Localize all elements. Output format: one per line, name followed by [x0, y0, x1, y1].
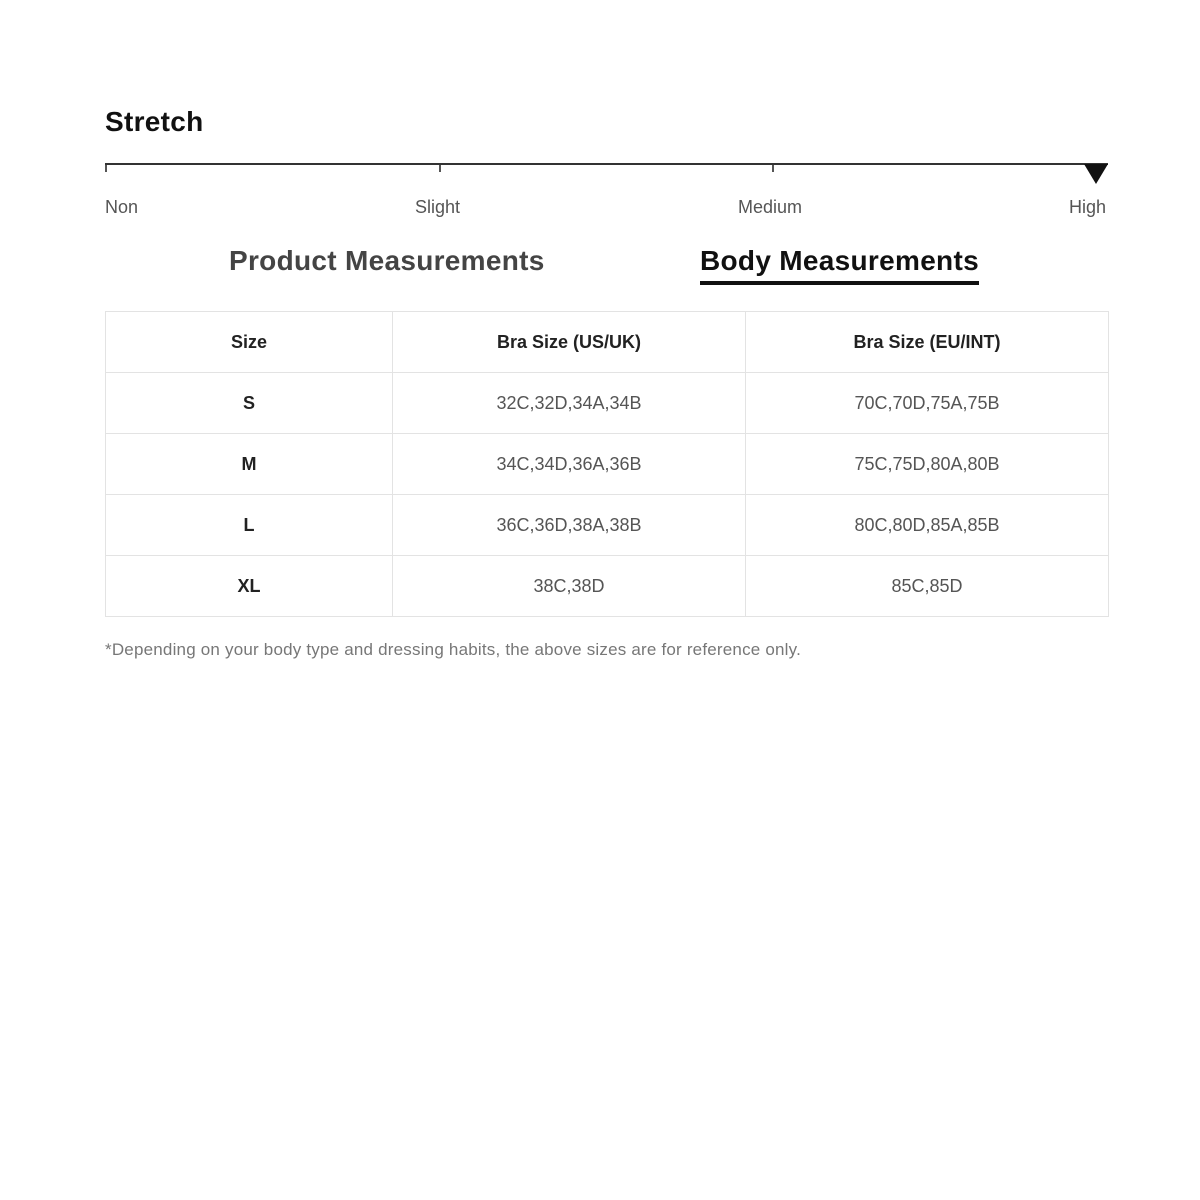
stretch-label-non: Non	[105, 197, 139, 217]
size-cell: S	[106, 373, 393, 434]
measurement-tabs	[105, 245, 1108, 295]
stretch-label-slight: Slight	[415, 197, 461, 217]
stretch-label-high: High	[1069, 197, 1107, 217]
size-cell: M	[106, 434, 393, 495]
tab-body-measurements[interactable]: Body Measurements	[700, 245, 979, 285]
us-uk-cell: 32C,32D,34A,34B	[393, 373, 746, 434]
header-size: Size	[106, 312, 393, 373]
disclaimer-note: *Depending on your body type and dressing habits, the above sizes are for reference only.	[105, 640, 802, 659]
size-cell: L	[106, 495, 393, 556]
table-header-row	[106, 312, 1109, 373]
eu-int-cell: 75C,75D,80A,80B	[746, 434, 1109, 495]
us-uk-cell: 34C,34D,36A,36B	[393, 434, 746, 495]
stretch-tick-slight	[439, 165, 441, 172]
stretch-tick-non	[105, 165, 107, 172]
table-row	[106, 556, 1109, 617]
eu-int-cell: 80C,80D,85A,85B	[746, 495, 1109, 556]
stretch-tick-medium	[772, 165, 774, 172]
header-bra-size-eu-int: Bra Size (EU/INT)	[746, 312, 1109, 373]
size-table	[105, 311, 1109, 617]
stretch-scale-line	[105, 163, 1108, 165]
eu-int-cell: 70C,70D,75A,75B	[746, 373, 1109, 434]
stretch-label-medium: Medium	[738, 197, 803, 217]
us-uk-cell: 38C,38D	[393, 556, 746, 617]
table-row	[106, 373, 1109, 434]
eu-int-cell: 85C,85D	[746, 556, 1109, 617]
stretch-scale	[105, 163, 1108, 223]
table-row	[106, 495, 1109, 556]
stretch-title: Stretch	[105, 106, 204, 137]
stretch-selected-marker-icon	[1084, 164, 1108, 184]
table-row	[106, 434, 1109, 495]
header-bra-size-us-uk: Bra Size (US/UK)	[393, 312, 746, 373]
size-cell: XL	[106, 556, 393, 617]
us-uk-cell: 36C,36D,38A,38B	[393, 495, 746, 556]
tab-product-measurements[interactable]: Product Measurements	[229, 245, 545, 276]
